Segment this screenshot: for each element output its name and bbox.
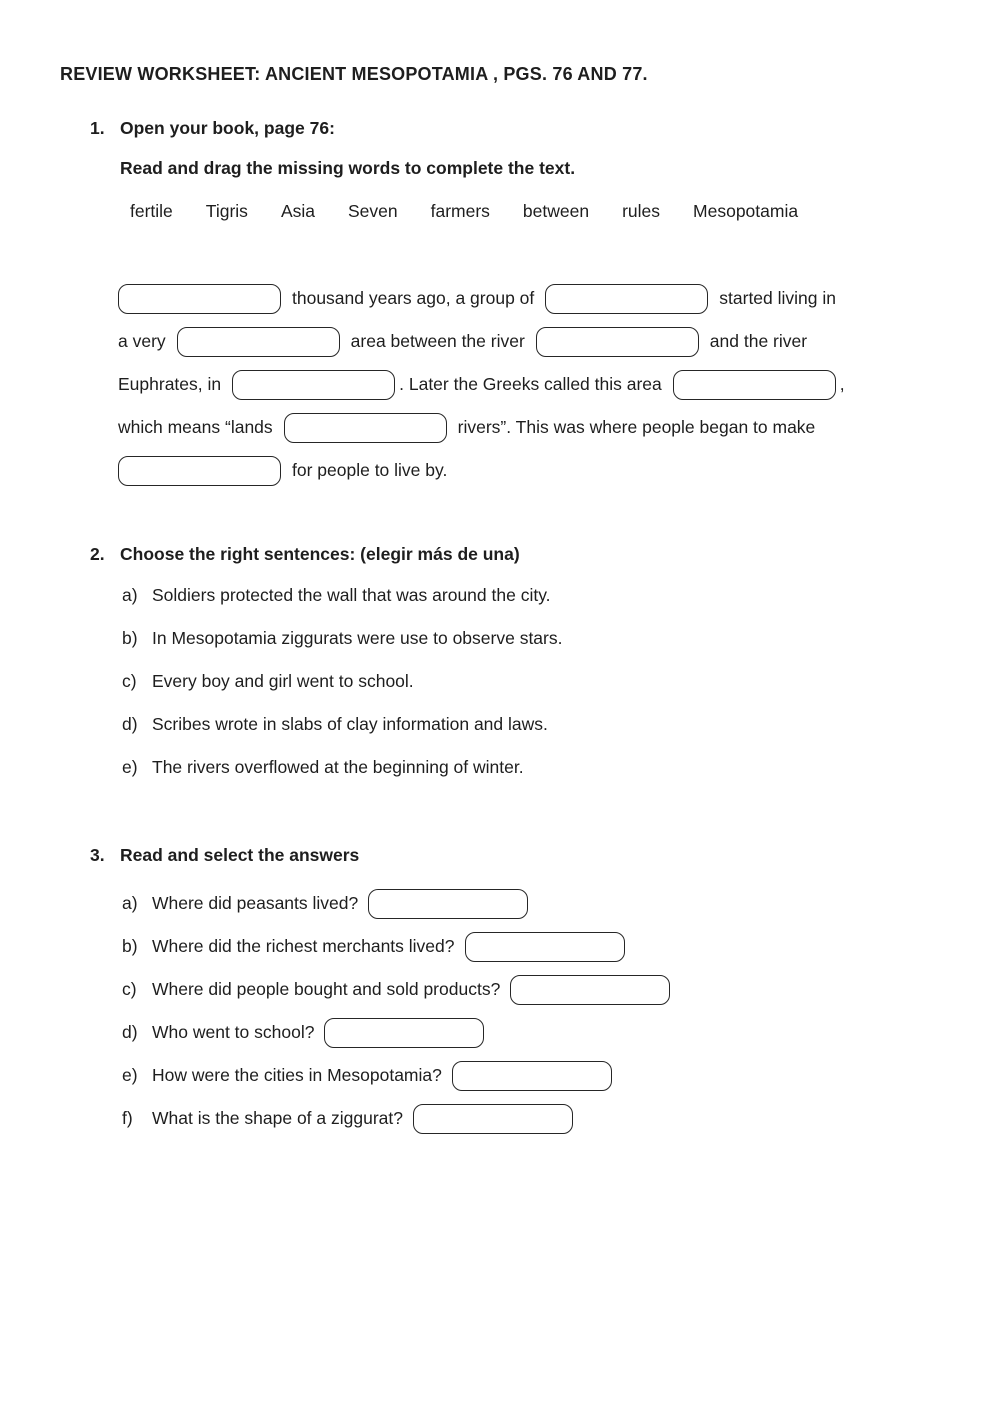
- choice-text: Scribes wrote in slabs of clay information and laws.: [152, 713, 548, 734]
- cloze-line: [118, 449, 1000, 492]
- section-1-heading-row: [90, 118, 1000, 140]
- answer-select-d[interactable]: [324, 1018, 484, 1048]
- cloze-text: a very: [118, 330, 166, 351]
- answer-select-f[interactable]: [413, 1104, 573, 1134]
- choice-letter: c): [122, 670, 137, 691]
- question-text: Where did people bought and sold products?: [152, 979, 501, 1000]
- question-f: [122, 1098, 1000, 1141]
- question-b: [122, 926, 1000, 969]
- choice-b[interactable]: [122, 617, 1000, 660]
- cloze-blank-5[interactable]: [232, 370, 395, 400]
- cloze-text: area between the river: [350, 330, 525, 351]
- word-bank-word-tigris[interactable]: Tigris: [205, 201, 248, 222]
- cloze-text: rivers”. This was where people began to make: [457, 416, 816, 437]
- section-2-heading-row: [90, 544, 1000, 566]
- cloze-text: started living in: [719, 287, 836, 308]
- cloze-paragraph: [118, 277, 1000, 492]
- section-2-heading: Choose the right sentences: (elegir más de una): [120, 544, 520, 565]
- question-letter: a): [122, 893, 138, 914]
- worksheet-title: REVIEW WORKSHEET: ANCIENT MESOPOTAMIA , PGS. 76 AND 77.: [60, 64, 648, 84]
- cloze-blank-4[interactable]: [536, 327, 699, 357]
- choice-letter: d): [122, 713, 138, 734]
- section-1-number: 1.: [90, 117, 105, 138]
- cloze-line: [118, 277, 1000, 320]
- cloze-blank-3[interactable]: [177, 327, 340, 357]
- question-c: [122, 969, 1000, 1012]
- section-1: [0, 118, 1000, 493]
- question-d: [122, 1012, 1000, 1055]
- question-letter: e): [122, 1065, 138, 1086]
- cloze-line: [118, 363, 1000, 406]
- cloze-text: and the river: [709, 330, 808, 351]
- question-letter: d): [122, 1022, 138, 1043]
- question-letter: c): [122, 979, 137, 1000]
- section-3: [0, 845, 1000, 1141]
- question-text: What is the shape of a ziggurat?: [152, 1108, 403, 1129]
- question-letter: b): [122, 936, 138, 957]
- section-2-number: 2.: [90, 544, 105, 565]
- section-3-heading: Read and select the answers: [120, 845, 360, 865]
- choice-a[interactable]: [122, 574, 1000, 617]
- choice-letter: a): [122, 584, 138, 605]
- question-a: [122, 883, 1000, 926]
- word-bank: [130, 201, 1000, 223]
- word-bank-word-asia[interactable]: Asia: [280, 201, 315, 222]
- choice-e[interactable]: [122, 746, 1000, 789]
- question-text: How were the cities in Mesopotamia?: [152, 1065, 442, 1086]
- answer-select-b[interactable]: [465, 932, 625, 962]
- choice-letter: e): [122, 756, 138, 777]
- cloze-text: Euphrates, in: [118, 373, 222, 394]
- choice-letter: b): [122, 627, 138, 648]
- word-bank-word-farmers[interactable]: farmers: [430, 201, 490, 222]
- cloze-text: for people to live by.: [292, 459, 448, 480]
- cloze-line: [118, 320, 1000, 363]
- cloze-blank-6[interactable]: [673, 370, 836, 400]
- choice-text: Soldiers protected the wall that was around the city.: [152, 584, 551, 605]
- word-bank-word-mesopotamia[interactable]: Mesopotamia: [693, 201, 799, 222]
- cloze-text: ,: [839, 373, 845, 394]
- cloze-line: [118, 406, 1000, 449]
- section-3-heading-row: [90, 845, 1000, 867]
- answer-list: [0, 883, 1000, 1141]
- word-bank-word-fertile[interactable]: fertile: [130, 201, 173, 222]
- section-3-number: 3.: [90, 845, 105, 865]
- question-letter: f): [122, 1108, 133, 1129]
- section-2: [0, 544, 1000, 789]
- cloze-blank-1[interactable]: [118, 284, 281, 314]
- answer-select-c[interactable]: [510, 975, 670, 1005]
- cloze-blank-7[interactable]: [284, 413, 447, 443]
- word-bank-word-seven[interactable]: Seven: [347, 201, 398, 222]
- cloze-blank-2[interactable]: [545, 284, 708, 314]
- cloze-text: which means “lands: [118, 416, 273, 437]
- word-bank-word-between[interactable]: between: [522, 201, 590, 222]
- word-bank-word-rules[interactable]: rules: [622, 201, 661, 222]
- choice-d[interactable]: [122, 703, 1000, 746]
- question-text: Where did the richest merchants lived?: [152, 936, 455, 957]
- choice-list: [0, 574, 1000, 789]
- cloze-text: . Later the Greeks called this area: [399, 373, 662, 394]
- cloze-blank-8[interactable]: [118, 456, 281, 486]
- cloze-text: thousand years ago, a group of: [292, 287, 535, 308]
- section-1-heading: Open your book, page 76:: [120, 117, 335, 138]
- answer-select-a[interactable]: [368, 889, 528, 919]
- drag-instruction: Read and drag the missing words to complete the text.: [120, 158, 576, 179]
- choice-text: The rivers overflowed at the beginning of winter.: [152, 756, 524, 777]
- answer-select-e[interactable]: [452, 1061, 612, 1091]
- question-text: Where did peasants lived?: [152, 893, 359, 914]
- choice-c[interactable]: [122, 660, 1000, 703]
- choice-text: Every boy and girl went to school.: [152, 670, 414, 691]
- question-text: Who went to school?: [152, 1022, 315, 1043]
- choice-text: In Mesopotamia ziggurats were use to observe stars.: [152, 627, 563, 648]
- question-e: [122, 1055, 1000, 1098]
